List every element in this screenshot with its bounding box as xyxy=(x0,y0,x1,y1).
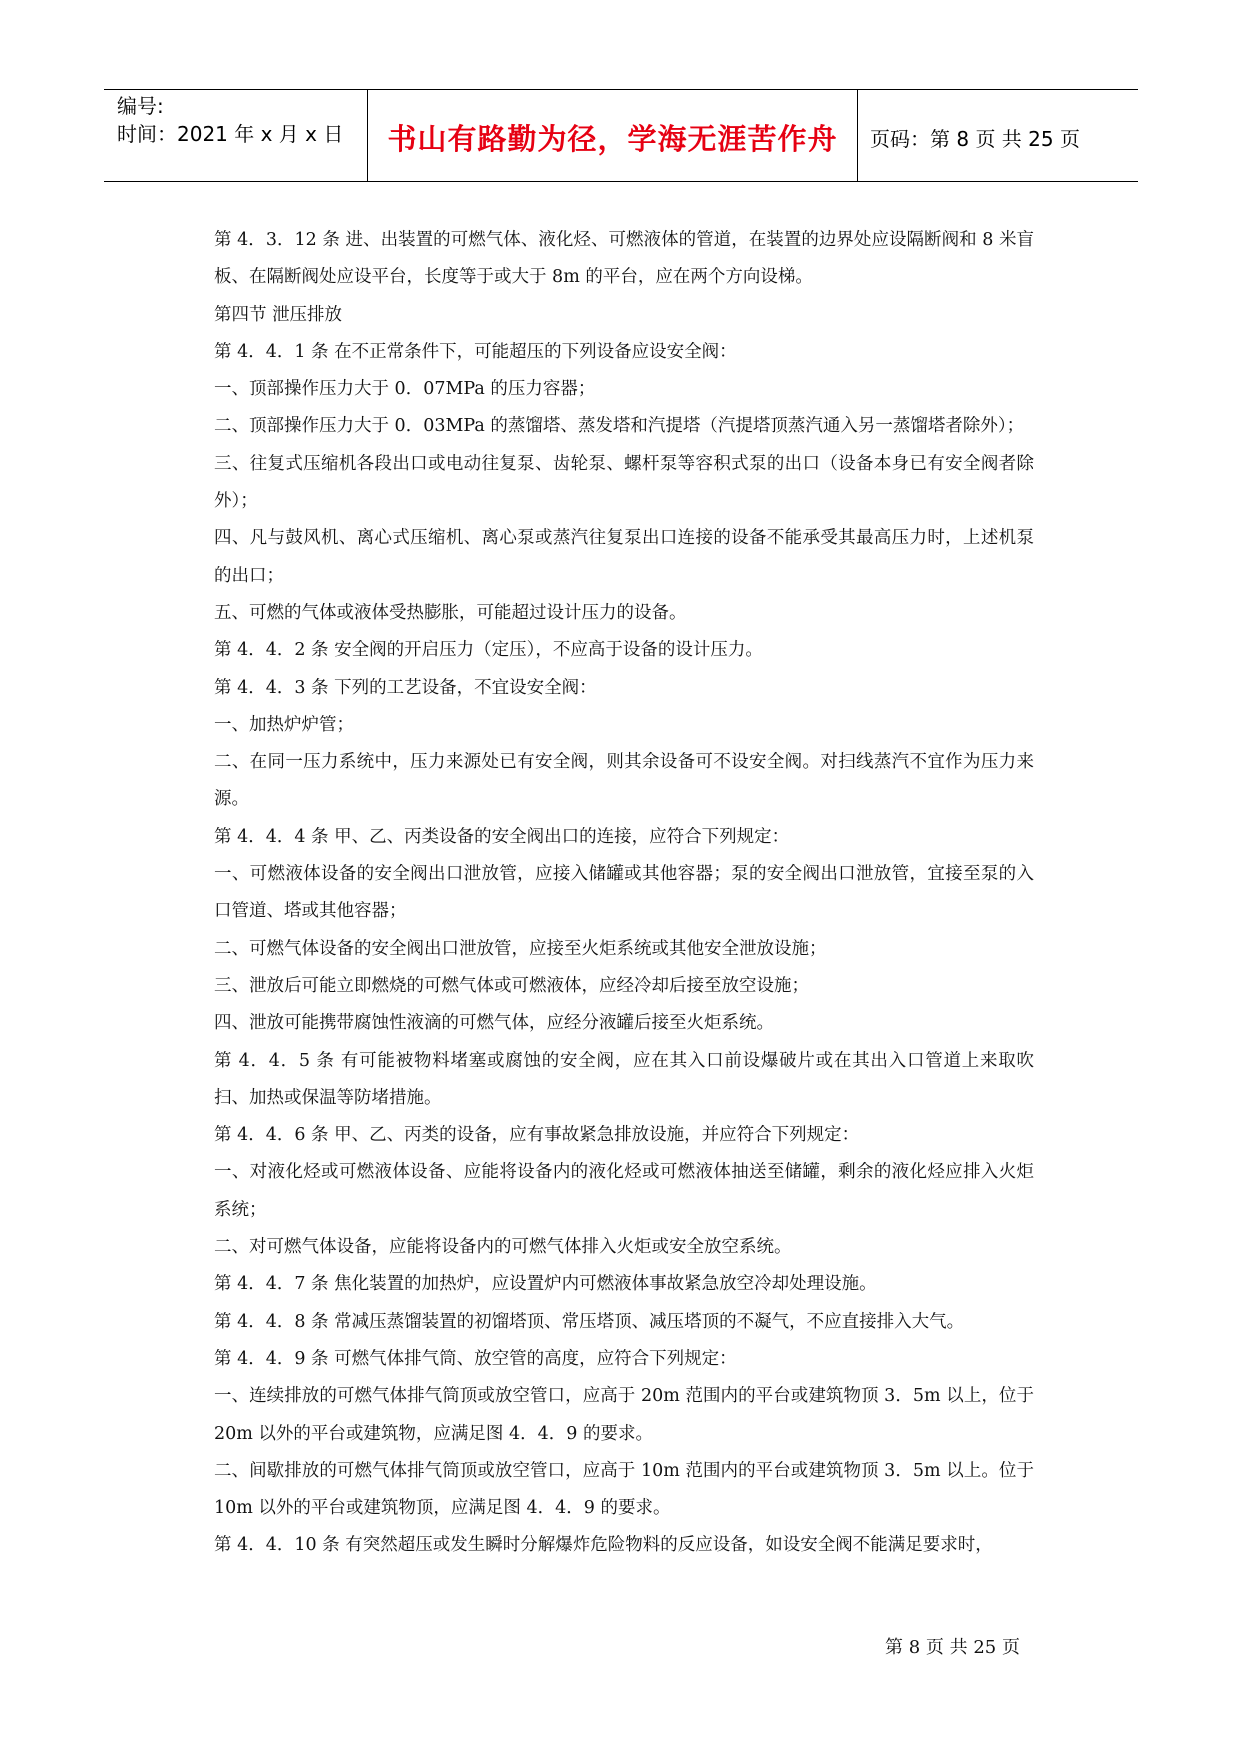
header-page-number: 页码：第 8 页 共 25 页 xyxy=(870,127,1080,151)
body-paragraph: 第 4．4．2 条 安全阀的开启压力（定压），不应高于设备的设计压力。 xyxy=(214,640,763,661)
page-footer xyxy=(885,1633,1020,1659)
body-paragraph: 第 4．4．3 条 下列的工艺设备，不宜设安全阀： xyxy=(214,677,597,698)
footer-page-number: 第 8 页 共 25 页 xyxy=(885,1637,1020,1658)
body-paragraph: 一、顶部操作压力大于 0．07MPa 的压力容器； xyxy=(214,379,596,400)
body-paragraph: 三、往复式压缩机各段出口或电动往复泵、齿轮泵、螺杆泵等容积式泵的出口（设备本身已有安全阀者除外）； xyxy=(214,453,1034,512)
body-paragraph: 二、在同一压力系统中，压力来源处已有安全阀，则其余设备可不设安全阀。对扫线蒸汽不宜作为压力来源。 xyxy=(214,752,1034,810)
section-heading: 第四节 泄压排放 xyxy=(214,304,343,325)
body-paragraph: 第 4．4．9 条 可燃气体排气筒、放空管的高度，应符合下列规定： xyxy=(214,1348,737,1369)
body-paragraph: 第 4．4．1 条 在不正常条件下，可能超压的下列设备应设安全阀： xyxy=(214,341,737,362)
document-number-label: 编号: xyxy=(117,94,164,118)
body-paragraph: 一、加热炉炉管； xyxy=(214,714,354,735)
body-paragraph: 第 4．4．4 条 甲、乙、丙类设备的安全阀出口的连接，应符合下列规定： xyxy=(214,826,790,847)
body-paragraph: 第 4．4．7 条 焦化装置的加热炉，应设置炉内可燃液体事故紧急放空冷却处理设施。 xyxy=(214,1274,877,1295)
page-header xyxy=(104,89,1138,182)
body-paragraph: 一、连续排放的可燃气体排气筒顶或放空管口，应高于 20m 范围内的平台或建筑物顶 3．5m 以上，位于 20m 以外的平台或建筑物，应满足图 4．4．9 的要求。 xyxy=(214,1386,1034,1444)
body-paragraph: 一、可燃液体设备的安全阀出口泄放管，应接入储罐或其他容器；泵的安全阀出口泄放管，宜接至泵的入口管道、塔或其他容器； xyxy=(214,864,1034,922)
body-paragraph: 二、可燃气体设备的安全阀出口泄放管，应接至火炬系统或其他安全泄放设施； xyxy=(214,938,827,959)
header-page-cell xyxy=(858,90,1138,181)
body-paragraph: 二、顶部操作压力大于 0．03MPa 的蒸馏塔、蒸发塔和汽提塔（汽提塔顶蒸汽通入另一蒸馏塔者除外）； xyxy=(214,416,1025,437)
body-paragraph: 第 4．4．10 条 有突然超压或发生瞬时分解爆炸危险物料的反应设备，如设安全阀不能满足要求时， xyxy=(214,1535,993,1556)
body-paragraph: 第 4．4．8 条 常减压蒸馏装置的初馏塔顶、常压塔顶、减压塔顶的不凝气，不应直接排入大气。 xyxy=(214,1311,965,1332)
body-paragraph: 第 4．4．5 条 有可能被物料堵塞或腐蚀的安全阀，应在其入口前设爆破片或在其出入口管道上来取吹扫、加热或保温等防堵措施。 xyxy=(214,1050,1034,1108)
body-paragraph: 二、间歇排放的可燃气体排气筒顶或放空管口，应高于 10m 范围内的平台或建筑物顶 3．5m 以上。位于 10m 以外的平台或建筑物顶，应满足图 4．4．9 的要求。 xyxy=(214,1460,1034,1519)
document-time-label: 时间：2021 年 x 月 x 日 xyxy=(117,122,344,146)
body-paragraph: 四、泄放可能携带腐蚀性液滴的可燃气体，应经分液罐后接至火炬系统。 xyxy=(214,1013,774,1034)
header-motto-cell xyxy=(368,90,858,181)
body-paragraph: 第 4．3．12 条 进、出装置的可燃气体、液化烃、可燃液体的管道，在装置的边界处应设隔断阀和 8 米盲板、在隔断阀处应设平台，长度等于或大于 8m 的平台，应在两个方向设梯。 xyxy=(214,230,1034,288)
body-paragraph: 四、凡与鼓风机、离心式压缩机、离心泵或蒸汽往复泵出口连接的设备不能承受其最高压力时，上述机泵的出口； xyxy=(214,528,1034,586)
body-paragraph: 第 4．4．6 条 甲、乙、丙类的设备，应有事故紧急排放设施，并应符合下列规定： xyxy=(214,1125,860,1146)
body-paragraph: 一、对液化烃或可燃液体设备、应能将设备内的液化烃或可燃液体抽送至储罐，剩余的液化烃应排入火炬系统； xyxy=(214,1162,1034,1220)
body-paragraph: 三、泄放后可能立即燃烧的可燃气体或可燃液体，应经冷却后接至放空设施； xyxy=(214,975,809,996)
header-motto: 书山有路勤为径，学海无涯苦作舟 xyxy=(387,122,838,156)
body-paragraph: 五、可燃的气体或液体受热膨胀，可能超过设计压力的设备。 xyxy=(214,602,687,623)
header-info-cell xyxy=(104,90,368,181)
body-paragraph: 二、对可燃气体设备，应能将设备内的可燃气体排入火炬或安全放空系统。 xyxy=(214,1237,792,1258)
document-body xyxy=(214,222,1034,1565)
